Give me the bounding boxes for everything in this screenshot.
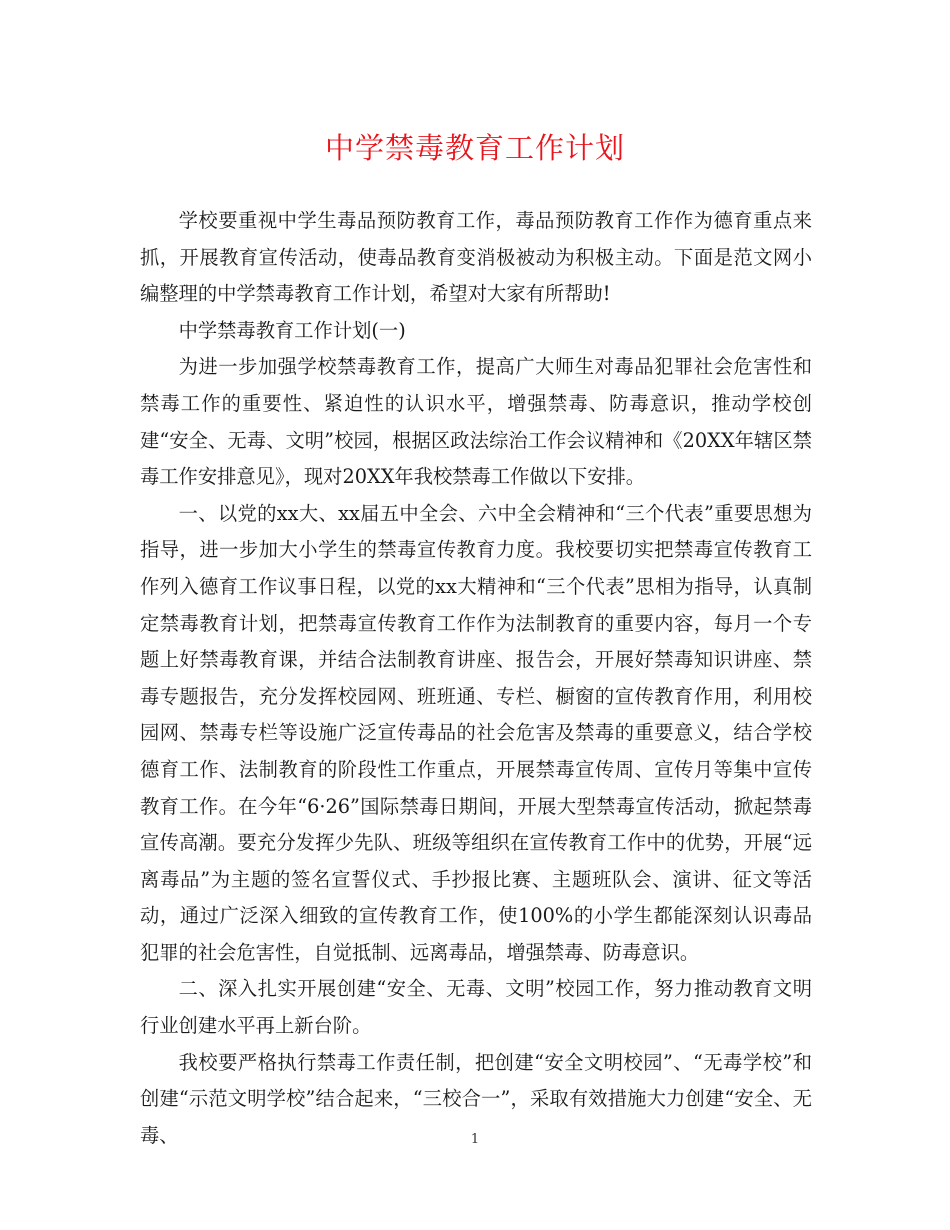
document-body <box>140 203 812 1154</box>
page-number: 1 <box>470 1132 480 1147</box>
body-paragraph: 一、以党的xx大、xx届五中全会、六中全会精神和“三个代表”重要思想为指导，进一步加大小学生的禁毒宣传教育力度。我校要切实把禁毒宣传教育工作列入德育工作议事日程，以党的xx大精神和“三个代表”思相为指导，认真制定禁毒教育计划，把禁毒宣传教育工作作为法制教育的重要内容，每月一个专题上好禁毒教育课，并结合法制教育讲座、报告会，开展好禁毒知识讲座、禁毒专题报告，充分发挥校园网、班班通、专栏、橱窗的宣传教育作用，利用校园网、禁毒专栏等设施广泛宣传毒品的社会危害及禁毒的重要意义，结合学校德育工作、法制教育的阶段性工作重点，开展禁毒宣传周、宣传月等集中宣传教育工作。在今年“6·26”国际禁毒日期间，开展大型禁毒宣传活动，掀起禁毒宣传高潮。要充分发挥少先队、班级等组织在宣传教育工作中的优势，开展“远离毒品”为主题的签名宣誓仪式、手抄报比赛、主题班队会、演讲、征文等活动，通过广泛深入细致的宣传教育工作，使100%的小学生都能深刻认识毒品犯罪的社会危害性，自觉抵制、远离毒品，增强禁毒、防毒意识。 <box>140 501 812 964</box>
body-paragraph: 我校要严格执行禁毒工作责任制，把创建“安全文明校园”、“无毒学校”和创建“示范文明学校”结合起来，“三校合一”，采取有效措施大力创建“安全、无毒、 <box>140 1050 812 1147</box>
document-title: 中学禁毒教育工作计划 <box>324 131 625 165</box>
body-paragraph: 为进一步加强学校禁毒教育工作，提高广大师生对毒品犯罪社会危害性和禁毒工作的重要性、紧迫性的认识水平，增强禁毒、防毒意识，推动学校创建“安全、无毒、文明”校园，根据区政法综治工作会议精神和《20XX年辖区禁毒工作安排意见》，现对20XX年我校禁毒工作做以下安排。 <box>140 355 812 489</box>
body-paragraph: 二、深入扎实开展创建“安全、无毒、文明”校园工作，努力推动教育文明行业创建水平再上新台阶。 <box>140 977 812 1038</box>
section-heading: 中学禁毒教育工作计划(一) <box>178 318 406 342</box>
intro-paragraph: 学校要重视中学生毒品预防教育工作，毒品预防教育工作作为德育重点来抓，开展教育宣传活动，使毒品教育变消极被动为积极主动。下面是范文网小编整理的中学禁毒教育工作计划，希望对大家有所帮助! <box>140 209 812 306</box>
